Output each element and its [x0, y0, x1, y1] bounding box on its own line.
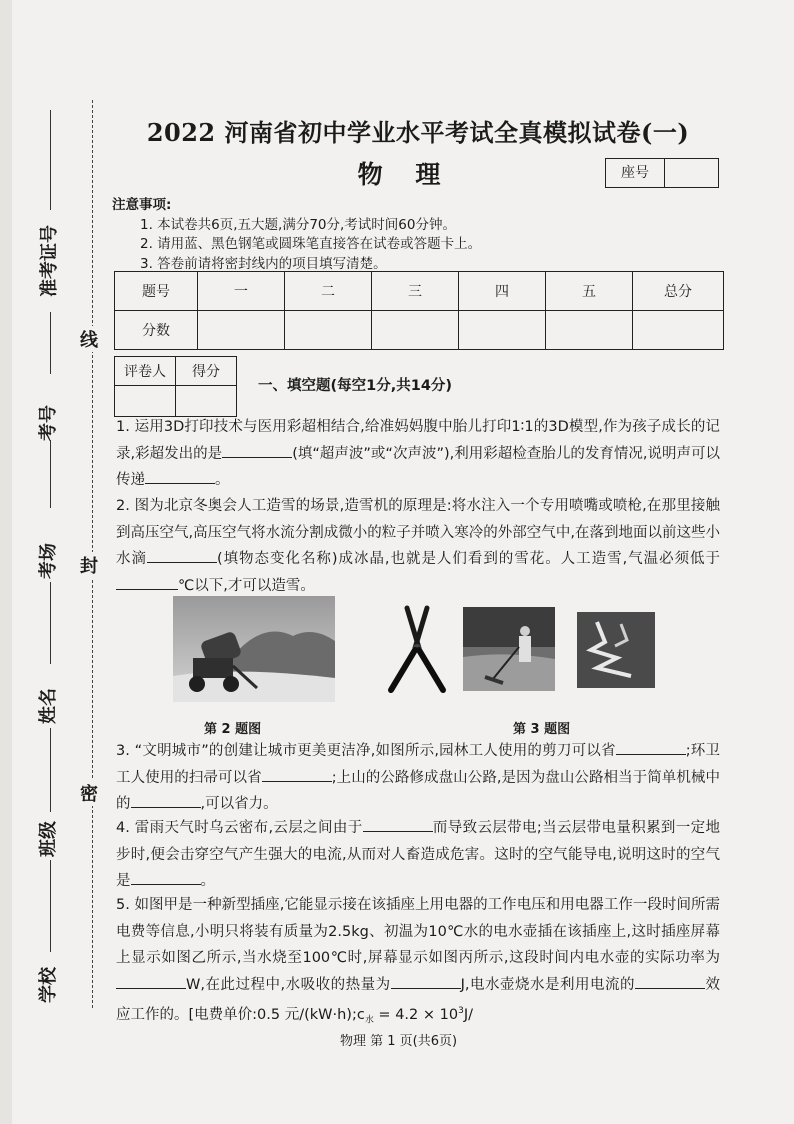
q2-text: (填物态变化名称)成冰晶,也就是人们看到的雪花。人工造雪,气温必须低于: [216, 551, 721, 567]
side-label-name: 姓名: [38, 688, 59, 724]
q5-text: = 4.2 × 10: [373, 1006, 459, 1023]
q5-text: W,在此过程中,水吸收的热量为: [186, 976, 391, 993]
score-header-cell: 四: [459, 272, 546, 311]
fig2-snowmaker-photo: [173, 596, 335, 702]
question-4: [116, 815, 720, 895]
score-cell[interactable]: [372, 311, 459, 350]
side-label-exam-no: 考号: [38, 405, 59, 441]
side-line: [50, 860, 51, 952]
score-cell[interactable]: [285, 311, 372, 350]
side-label-admission-no: 准考证号: [39, 225, 60, 297]
exam-notes: [112, 196, 481, 274]
q4-blank-1[interactable]: [363, 817, 433, 832]
note-item: 2. 请用蓝、黑色钢笔或圆珠笔直接答在试卷或答题卡上。: [140, 236, 482, 252]
page-footer: 物理 第 1 页(共6页): [340, 1034, 458, 1049]
note-item: 3. 答卷前请将密封线内的项目填写清楚。: [140, 255, 387, 272]
q1-blank-1[interactable]: [222, 443, 292, 458]
seat-number-field[interactable]: [665, 159, 718, 187]
binding-char-xian: 线: [80, 326, 98, 352]
grader-cell[interactable]: [115, 386, 176, 417]
score-header-cell: 二: [285, 272, 372, 311]
q5-blank-1[interactable]: [116, 974, 186, 989]
score-header-cell: 三: [372, 272, 459, 311]
side-line: [50, 582, 51, 664]
note-item: 1. 本试卷共6页,五大题,满分70分,考试时间60分钟。: [140, 216, 456, 233]
notes-heading: 注意事项:: [112, 197, 172, 213]
score-label: 得分: [176, 357, 237, 386]
q3-blank-3[interactable]: [131, 793, 201, 808]
grader-score-cell[interactable]: [176, 386, 237, 417]
q3-text: 3. “文明城市”的创建让城市更美更洁净,如图所示,园林工人使用的剪刀可以省: [116, 743, 616, 759]
q5-blank-2[interactable]: [391, 974, 461, 989]
q3-blank-2[interactable]: [262, 767, 332, 782]
q2-blank-2[interactable]: [116, 575, 178, 590]
side-line: [50, 440, 51, 508]
side-line: [50, 728, 51, 812]
score-cell[interactable]: [546, 311, 633, 350]
grader-label: 评卷人: [115, 357, 176, 386]
q5-text: 5. 如图甲是一种新型插座,它能显示接在该插座上用电器的工作电压和用电器工作一段时间所需电费等信息,小明只将装有质量为2.5kg、初温为10℃水的电水壶插在该插座上,这时插座屏幕上显示如图乙所示,当水烧至100℃时,屏幕显示如图丙所示,这段时间内电水壶的实际功率为: [116, 897, 720, 966]
binding-char-mi: 密: [80, 780, 98, 806]
q5-subscript: 水: [364, 1015, 374, 1026]
score-cell[interactable]: [459, 311, 546, 350]
binding-char-feng: 封: [80, 552, 98, 578]
score-value-row: [115, 311, 724, 350]
scan-edge: [0, 0, 12, 1124]
side-line: [50, 110, 51, 210]
side-line: [50, 312, 51, 374]
question-5: [116, 892, 720, 1034]
fig3-street-sweeper-photo: [463, 607, 555, 691]
section-1-heading: 一、填空题(每空1分,共14分): [258, 378, 453, 394]
score-header-cell: 题号: [115, 272, 198, 311]
q4-text: 。: [200, 873, 215, 889]
q1-text: (填“超声波”或“次声波”),利用彩超检查胎儿的发育情况,说明声可以传递: [116, 445, 721, 488]
exam-title: 2022 河南省初中学业水平考试全真模拟试卷(一): [146, 118, 690, 147]
score-table: [114, 271, 724, 350]
q3-text: ;上山的公路修成盘山公路,是因为盘山公路相当于简单机械中的: [116, 769, 721, 812]
q4-text: 而导致云层带电;当云层带电量积累到一定地步时,便会击穿空气产生强大的电流,从而对人畜造成危害。这时的空气能导电,说明这时的空气是: [116, 820, 720, 889]
q2-text: ℃以下,才可以造雪。: [178, 577, 315, 594]
q2-text: 2. 图为北京冬奥会人工造雪的场景,造雪机的原理是:将水注入一个专用喷嘴或喷枪,在那里接触到高压空气,高压空气将水流分割成微小的粒子并喷入寒冷的外部空气中,在落到地面以前这些小水滴: [116, 498, 720, 567]
score-header-cell: 总分: [633, 272, 724, 311]
q5-text: J/: [463, 1006, 473, 1023]
fig2-caption: 第 2 题图: [204, 722, 262, 737]
q5-blank-3[interactable]: [635, 974, 705, 989]
q3-text: ;环卫工人使用的扫帚可以省: [116, 743, 721, 786]
seat-label: 座号: [606, 159, 665, 187]
question-2: [116, 493, 720, 599]
score-header-cell: 五: [546, 272, 633, 311]
fig3-mountain-road-photo: [577, 612, 655, 688]
q1-text: 1. 运用3D打印技术与医用彩超相结合,给准妈妈腹中胎儿打印1∶1的3D模型,作为孩子成长的记录,彩超发出的是: [116, 419, 720, 462]
q5-text: 效应工作的。[电费单价:0.5 元/(kW·h);c: [116, 976, 721, 1023]
score-header-row: [115, 272, 724, 311]
score-header-cell: 一: [198, 272, 285, 311]
side-label-school: 学校: [38, 967, 59, 1003]
q4-text: 4. 雷雨天气时乌云密布,云层之间由于: [116, 820, 363, 836]
side-label-class: 班级: [38, 821, 59, 857]
q2-blank-1[interactable]: [147, 548, 217, 563]
q3-blank-1[interactable]: [616, 740, 686, 755]
q1-text: 。: [215, 472, 230, 488]
q4-blank-2[interactable]: [131, 870, 201, 885]
score-cell[interactable]: [633, 311, 724, 350]
q3-text: ,可以省力。: [200, 796, 278, 812]
q1-blank-2[interactable]: [145, 469, 215, 484]
q5-superscript: 3: [458, 1006, 464, 1016]
subject-title: 物 理: [357, 160, 453, 189]
grader-table: [114, 356, 237, 417]
question-1: [116, 414, 720, 494]
score-row-label: 分数: [115, 311, 198, 350]
fig3-caption: 第 3 题图: [513, 722, 571, 737]
q5-text: J,电水壶烧水是利用电流的: [460, 976, 635, 993]
score-cell[interactable]: [198, 311, 285, 350]
seat-number-box: [605, 158, 719, 188]
question-3: [116, 738, 720, 818]
fig3-pruning-shears: [385, 604, 449, 696]
side-label-exam-room: 考场: [38, 543, 59, 579]
